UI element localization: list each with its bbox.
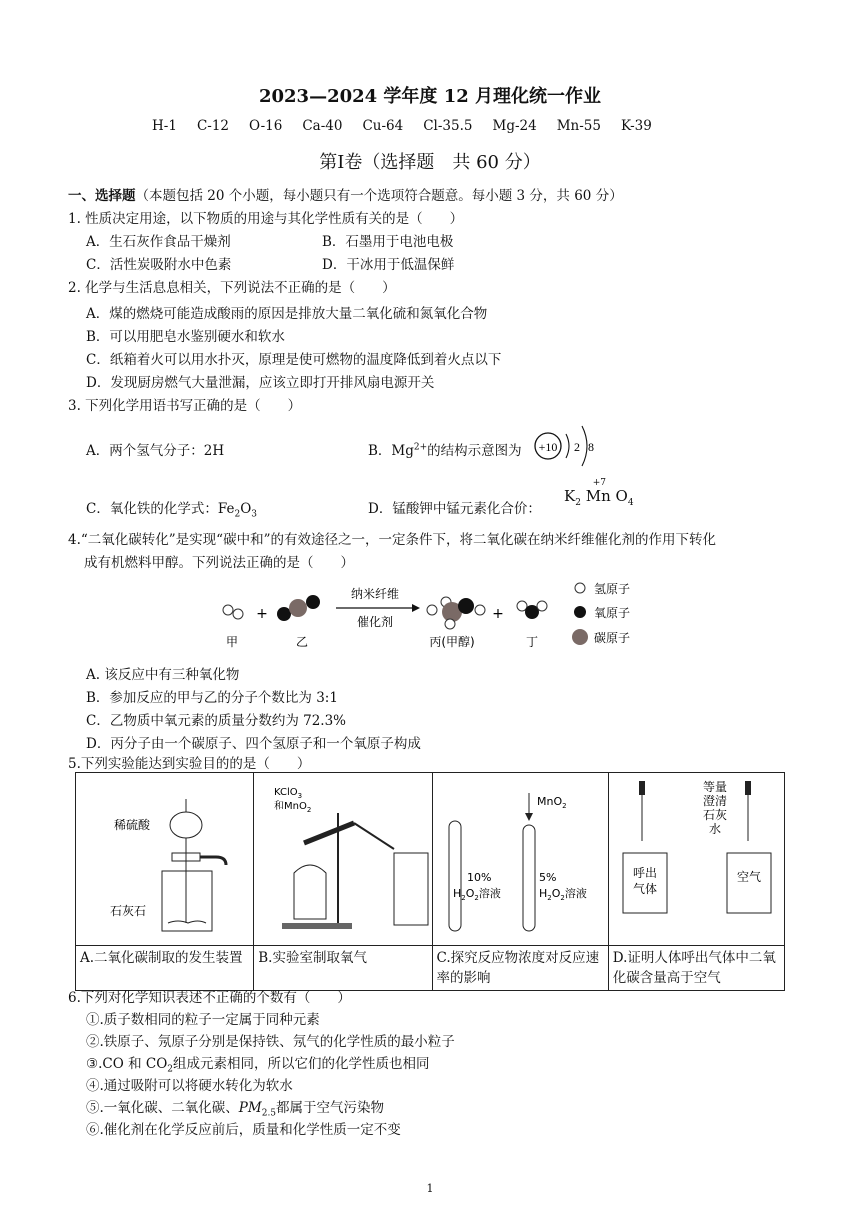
section-instructions: （本题包括 20 个小题，每小题只有一个选项符合题意。每小题 3 分，共 60 分） [135,188,623,204]
shell-arc-2 [582,426,587,466]
label-10-percent: 10% [466,871,491,884]
q3-option-c [86,497,257,520]
section-heading [68,184,623,204]
formula-mn: Mn [585,487,611,505]
q3-b-text-2: 的结构示意图为 [427,443,522,459]
label-breath-2: 气体 [632,882,657,896]
label-kclo3: KClO$_3$ [274,787,303,800]
q1-option-d: D．干冰用于低温保鲜 [322,257,455,273]
separatory-funnel [170,812,202,838]
mass-h: H-1 [152,118,177,134]
q6-item-5-pm: PM [238,1100,262,1116]
h-atom [223,605,233,615]
q2-option-d: D．发现厨房燃气大量泄漏，应该立即打开排风扇电源开关 [86,375,435,391]
atomic-masses [152,118,672,134]
q3-b-text: B．Mg [368,443,414,459]
q6-item-5-text-2: 都属于空气污染物 [276,1100,385,1116]
q3-c-sub-1: 2 [234,509,241,520]
q6-item-5-text: ⑤.一氧化碳、二氧化碳、 [86,1100,239,1116]
mg-ion-structure-diagram [530,420,610,472]
q2-option-a: A．煤的燃烧可能造成酸雨的原因是排放大量二氧化硫和氮氧化合物 [86,306,488,322]
experiment-a-cell [76,773,254,946]
label-water: 水 [708,822,721,836]
shell-arc-1 [566,434,569,458]
q6-item-3-text-2: 组成元素相同，所以它们的化学性质也相同 [173,1056,430,1072]
label-h2o2-5: $H_2O_2$溶液 [538,887,587,902]
mass-k: K-39 [620,118,652,134]
plus-sign: + [492,606,504,622]
nucleus-charge: +10 [538,440,558,454]
stand-base [282,923,352,929]
mass-cu: Cu-64 [362,118,404,134]
h-atom [427,605,437,615]
label-clear: 澄清 [702,794,727,808]
q6-item-3-sub: 2 [167,1064,174,1075]
arrow-head [525,813,533,821]
gas-tube [354,823,394,849]
q4-option-d: D．丙分子由一个碳原子、四个氢原子和一个氧原子构成 [86,736,421,752]
label-mno2-c: MnO$_2$ [536,795,567,810]
test-tube [304,823,354,843]
shell-2-electrons: 8 [588,440,594,454]
formula-mn-group [585,478,611,505]
label-h2o2-10: $H_2O_2$溶液 [452,887,501,902]
q2-option-b: B．可以用肥皂水鉴别硬水和软水 [86,329,285,345]
legend-h: 氢原子 [594,582,631,596]
label-ding: 丁 [525,635,539,649]
caption-c: C.探究反应物浓度对反应速率的影响 [432,946,608,991]
experiment-d-diagram [609,773,783,941]
q5-stem: 5.下列实验能达到实验目的的是（ ） [68,756,311,772]
q1-option-b: B．石墨用于电池电极 [322,234,454,250]
mn-valence: +7 [592,478,607,488]
arrow-catalyst-top: 纳米纤维 [350,587,400,601]
q3-d-text: D．锰酸钾中锰元素化合价： [368,501,541,517]
experiment-c-cell [432,773,608,946]
q4-option-c: C．乙物质中氧元素的质量分数约为 72.3% [86,713,347,729]
q4-stem-line2: 成有机燃料甲醇。下列说法正确的是（ ） [84,555,354,571]
h-atom [537,601,547,611]
caption-a: A.二氧化碳制取的发生装置 [76,946,254,991]
o-atom [306,595,320,609]
legend-o-icon [574,606,586,618]
test-tube-5 [523,825,535,931]
o-atom [277,607,291,621]
c-atom [289,599,307,617]
legend-h-icon [575,583,585,593]
q6-item-5 [86,1096,384,1119]
delivery-tube [200,857,226,865]
part-title: 第Ⅰ卷（选择题 共 60 分） [319,152,541,173]
q3-c-sub-2: 3 [251,509,257,520]
o-atom [458,598,474,614]
q3-option-b [368,439,522,459]
label-limestone: 石灰石 [110,904,147,918]
label-equal: 等量 [702,780,727,794]
alcohol-lamp [294,865,326,919]
page-number: 1 [426,1182,434,1195]
q6-item-6: ⑥.催化剂在化学反应前后，质量和化学性质一定不变 [86,1122,401,1138]
label-jia: 甲 [225,635,239,649]
q3-option-a: A．两个氢气分子：2H [86,443,225,459]
experiment-b-cell [254,773,432,946]
caption-d: D.证明人体呼出气体中二氧化碳含量高于空气 [608,946,784,991]
q6-item-2: ②.铁原子、氖原子分别是保持铁、氖气的化学性质的最小粒子 [86,1034,455,1050]
k2mno4-formula [564,478,634,508]
document-title: 2023—2024 学年度 12 月理化统一作业 [258,86,602,107]
q6-item-3-text: ③.CO 和 CO [86,1056,168,1072]
q6-stem: 6.下列对化学知识表述不正确的个数有（ ） [68,990,351,1006]
experiment-c-diagram [433,773,607,941]
arrow-catalyst-bottom: 催化剂 [356,615,394,629]
q4-option-a: A. 该反应中有三种氧化物 [86,667,240,683]
mass-o: O-16 [249,118,283,134]
mass-mn: Mn-55 [556,118,601,134]
label-breath-1: 呼出 [632,866,657,880]
q1-option-a: A．生石灰作食品干燥剂 [86,234,231,250]
label-mno2: 和MnO$_2$ [274,801,312,814]
dropper-bulb-left [639,781,645,795]
q2-option-c: C．纸箱着火可以用水扑灭，原理是使可燃物的温度降低到着火点以下 [86,352,502,368]
reaction-diagram [210,576,650,656]
q1-stem: 1. 性质决定用途，以下物质的用途与其化学性质有关的是（ ） [68,211,464,227]
experiment-a-diagram [76,773,252,941]
mass-mg: Mg-24 [492,118,537,134]
limestone-pieces [168,921,206,923]
q1-option-c: C．活性炭吸附水中色素 [86,257,232,273]
formula-o-sub: 4 [627,498,634,508]
label-yi: 乙 [295,635,309,649]
q6-item-1: ①.质子数相同的粒子一定属于同种元素 [86,1012,320,1028]
q4-stem-line1: 4.“二氧化碳转化”是实现“碳中和”的有效途径之一，一定条件下，将二氧化碳在纳米纤维催化剂的作用下转化 [68,532,716,548]
caption-b: B.实验室制取氧气 [254,946,432,991]
q3-c-text: C．氧化铁的化学式：Fe [86,501,235,517]
q6-item-4: ④.通过吸附可以将硬水转化为软水 [86,1078,293,1094]
label-5-percent: 5% [538,871,556,884]
q3-c-o: O [240,501,252,517]
formula-k-sub: 2 [575,498,581,508]
mass-ca: Ca-40 [302,118,343,134]
mass-cl: Cl-35.5 [423,118,473,134]
legend-c: 碳原子 [594,631,631,645]
q3-b-charge: 2+ [413,442,428,453]
formula-k: K [564,487,576,505]
plus-sign: + [256,606,268,622]
experiment-b-diagram [254,773,430,941]
label-bing: 丙(甲醇) [429,635,475,649]
q6-item-5-sub: 2.5 [261,1108,277,1119]
collection-bottle [394,853,428,925]
shell-1-electrons: 2 [574,440,580,454]
q3-stem: 3. 下列化学用语书写正确的是（ ） [68,398,302,414]
test-tube-10 [449,821,461,931]
q2-stem: 2. 化学与生活息息相关，下列说法不正确的是（ ） [68,280,396,296]
legend-c-icon [572,629,588,645]
q4-option-b: B．参加反应的甲与乙的分子个数比为 3:1 [86,690,338,706]
formula-o: O [615,487,628,505]
q6-item-3 [86,1052,430,1075]
legend-o: 氧原子 [594,606,631,620]
h-atom [233,609,243,619]
section-label: 一、选择题 [68,188,136,204]
h-atom [475,605,485,615]
experiment-d-cell [608,773,784,946]
label-air: 空气 [736,870,761,884]
dropper-bulb-right [745,781,751,795]
arrow-head [412,604,420,612]
label-dilute-acid: 稀硫酸 [114,818,151,832]
q3-option-d [368,497,541,517]
q5-experiment-table [75,772,785,991]
label-lime: 石灰 [702,808,727,822]
h-atom [445,619,455,629]
mass-c: C-12 [196,118,230,134]
